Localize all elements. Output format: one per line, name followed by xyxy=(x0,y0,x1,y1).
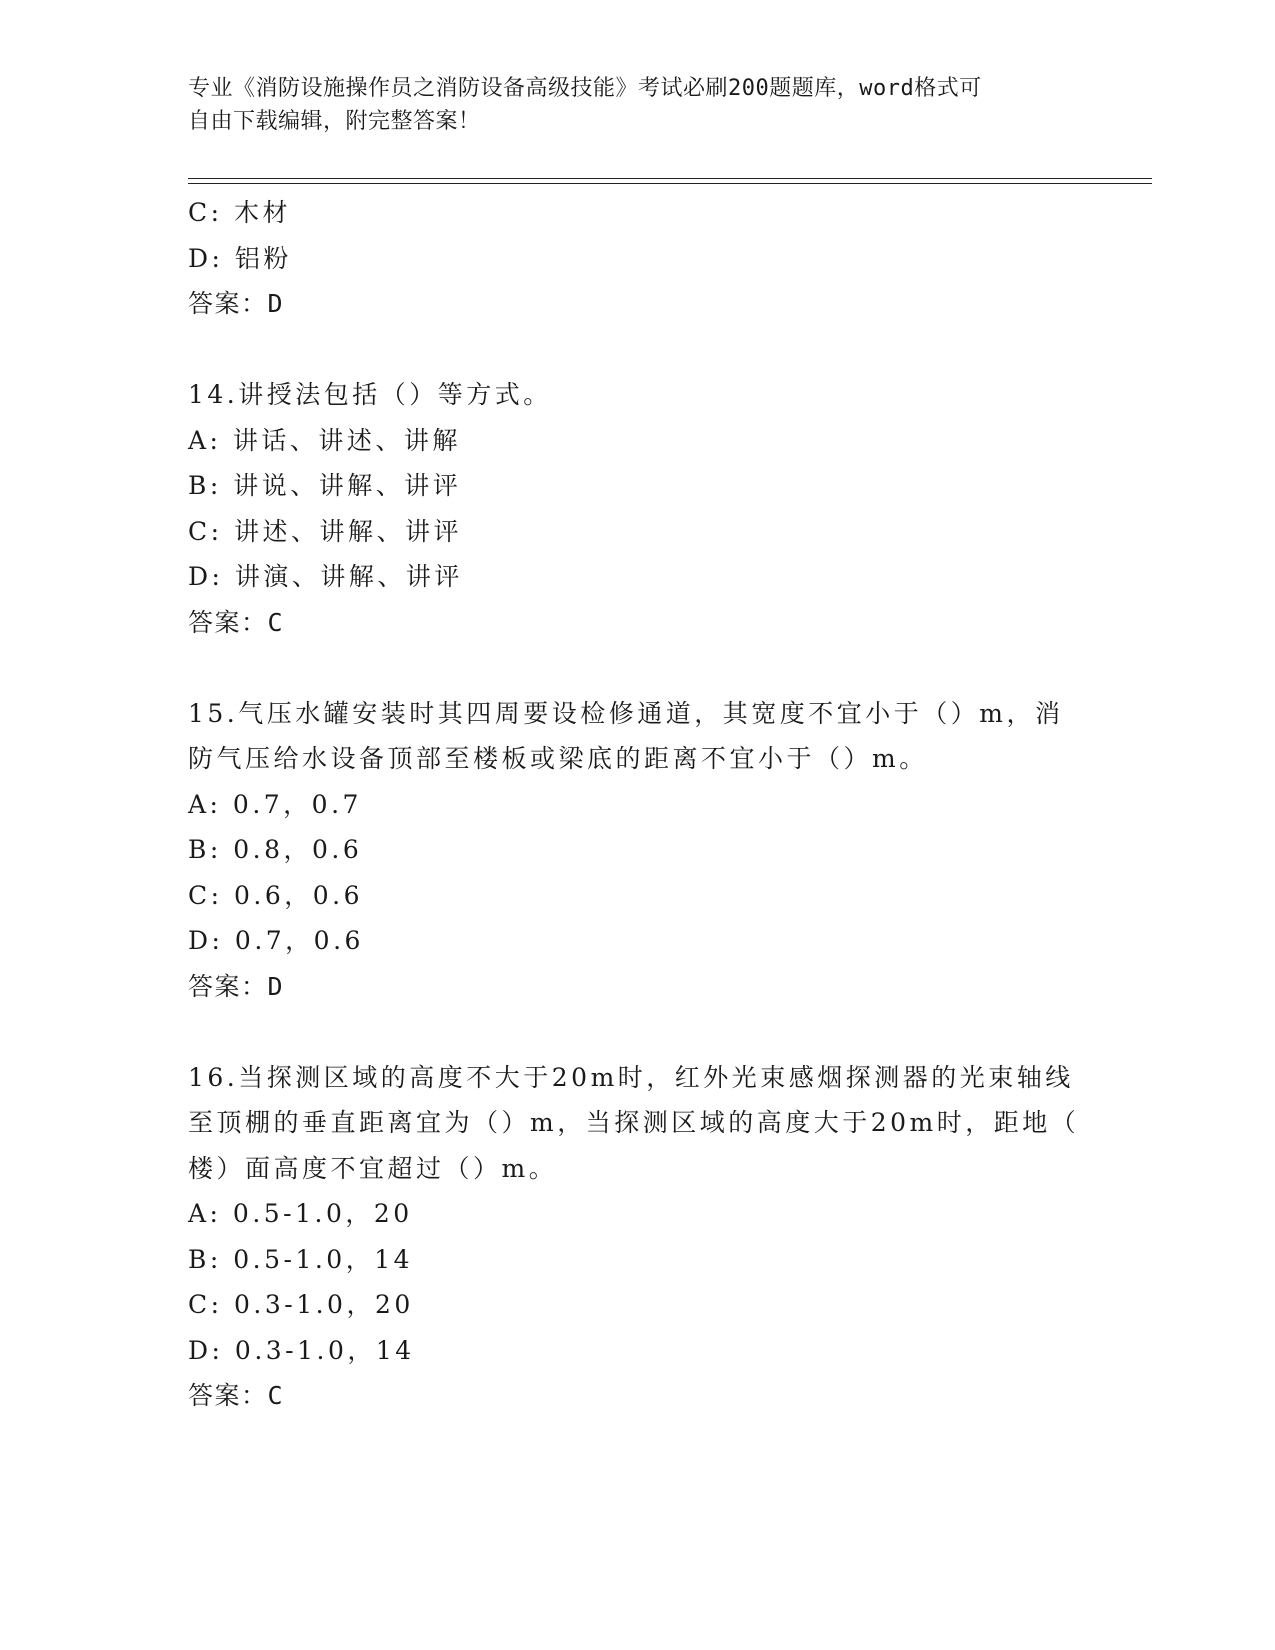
question-stem-continued: 楼）面高度不宜超过（）m。 xyxy=(188,1153,558,1183)
question-list xyxy=(188,190,1088,1419)
question-15 xyxy=(188,691,1088,1010)
answer-label: 答案： xyxy=(188,289,268,318)
question-14 xyxy=(188,372,1088,645)
document-header xyxy=(188,72,1068,138)
option-a: A: 讲话、讲述、讲解 xyxy=(188,425,461,455)
answer-line xyxy=(188,281,1088,327)
option-b: B: 讲说、讲解、讲评 xyxy=(188,471,462,500)
question-stem: 15.气压水罐安装时其四周要设检修通道，其宽度不宜小于（）m，消 xyxy=(188,698,1064,728)
option-c: C: 0.6，0.6 xyxy=(188,880,364,910)
option-c: C: 讲述、讲解、讲评 xyxy=(188,516,462,546)
answer-value: D xyxy=(267,971,285,1001)
spacer xyxy=(188,1009,1088,1055)
question-stem-continued: 至顶棚的垂直距离宜为（）m，当探测区域的高度大于20m时，距地（ xyxy=(188,1108,1080,1137)
answer-value: C xyxy=(267,1381,285,1410)
answer-label: 答案： xyxy=(188,971,268,1001)
option-a: A: 0.5-1.0，20 xyxy=(188,1199,413,1228)
answer-label: 答案： xyxy=(188,1381,268,1410)
option-b: B: 0.8，0.6 xyxy=(188,835,363,864)
header-divider-top xyxy=(188,178,1152,179)
answer-label: 答案： xyxy=(188,607,268,637)
question-13-continuation xyxy=(188,190,1088,327)
option-c: C: 木材 xyxy=(188,198,291,227)
spacer xyxy=(188,645,1088,691)
option-d: D: 0.3-1.0，14 xyxy=(188,1335,415,1365)
answer-line xyxy=(188,964,1088,1010)
option-d: D: 讲演、讲解、讲评 xyxy=(188,562,463,591)
option-d: D: 铝粉 xyxy=(188,243,292,273)
question-stem: 14.讲授法包括（）等方式。 xyxy=(188,380,552,409)
question-stem: 16.当探测区域的高度不大于20m时，红外光束感烟探测器的光束轴线 xyxy=(188,1062,1074,1092)
header-divider-bottom xyxy=(188,183,1152,184)
answer-value: D xyxy=(267,289,285,318)
answer-line xyxy=(188,1373,1088,1419)
spacer xyxy=(188,327,1088,373)
header-line-1: 专业《消防设施操作员之消防设备高级技能》考试必刷200题题库，word格式可 xyxy=(188,76,982,101)
question-16 xyxy=(188,1055,1088,1419)
question-stem-continued: 防气压给水设备顶部至楼板或梁底的距离不宜小于（）m。 xyxy=(188,744,928,773)
answer-line xyxy=(188,600,1088,646)
option-c: C: 0.3-1.0，20 xyxy=(188,1290,414,1319)
header-line-2: 自由下载编辑，附完整答案！ xyxy=(188,109,481,134)
option-a: A: 0.7，0.7 xyxy=(188,789,362,819)
option-d: D: 0.7，0.6 xyxy=(188,926,364,955)
option-b: B: 0.5-1.0，14 xyxy=(188,1244,414,1274)
answer-value: C xyxy=(267,607,285,637)
